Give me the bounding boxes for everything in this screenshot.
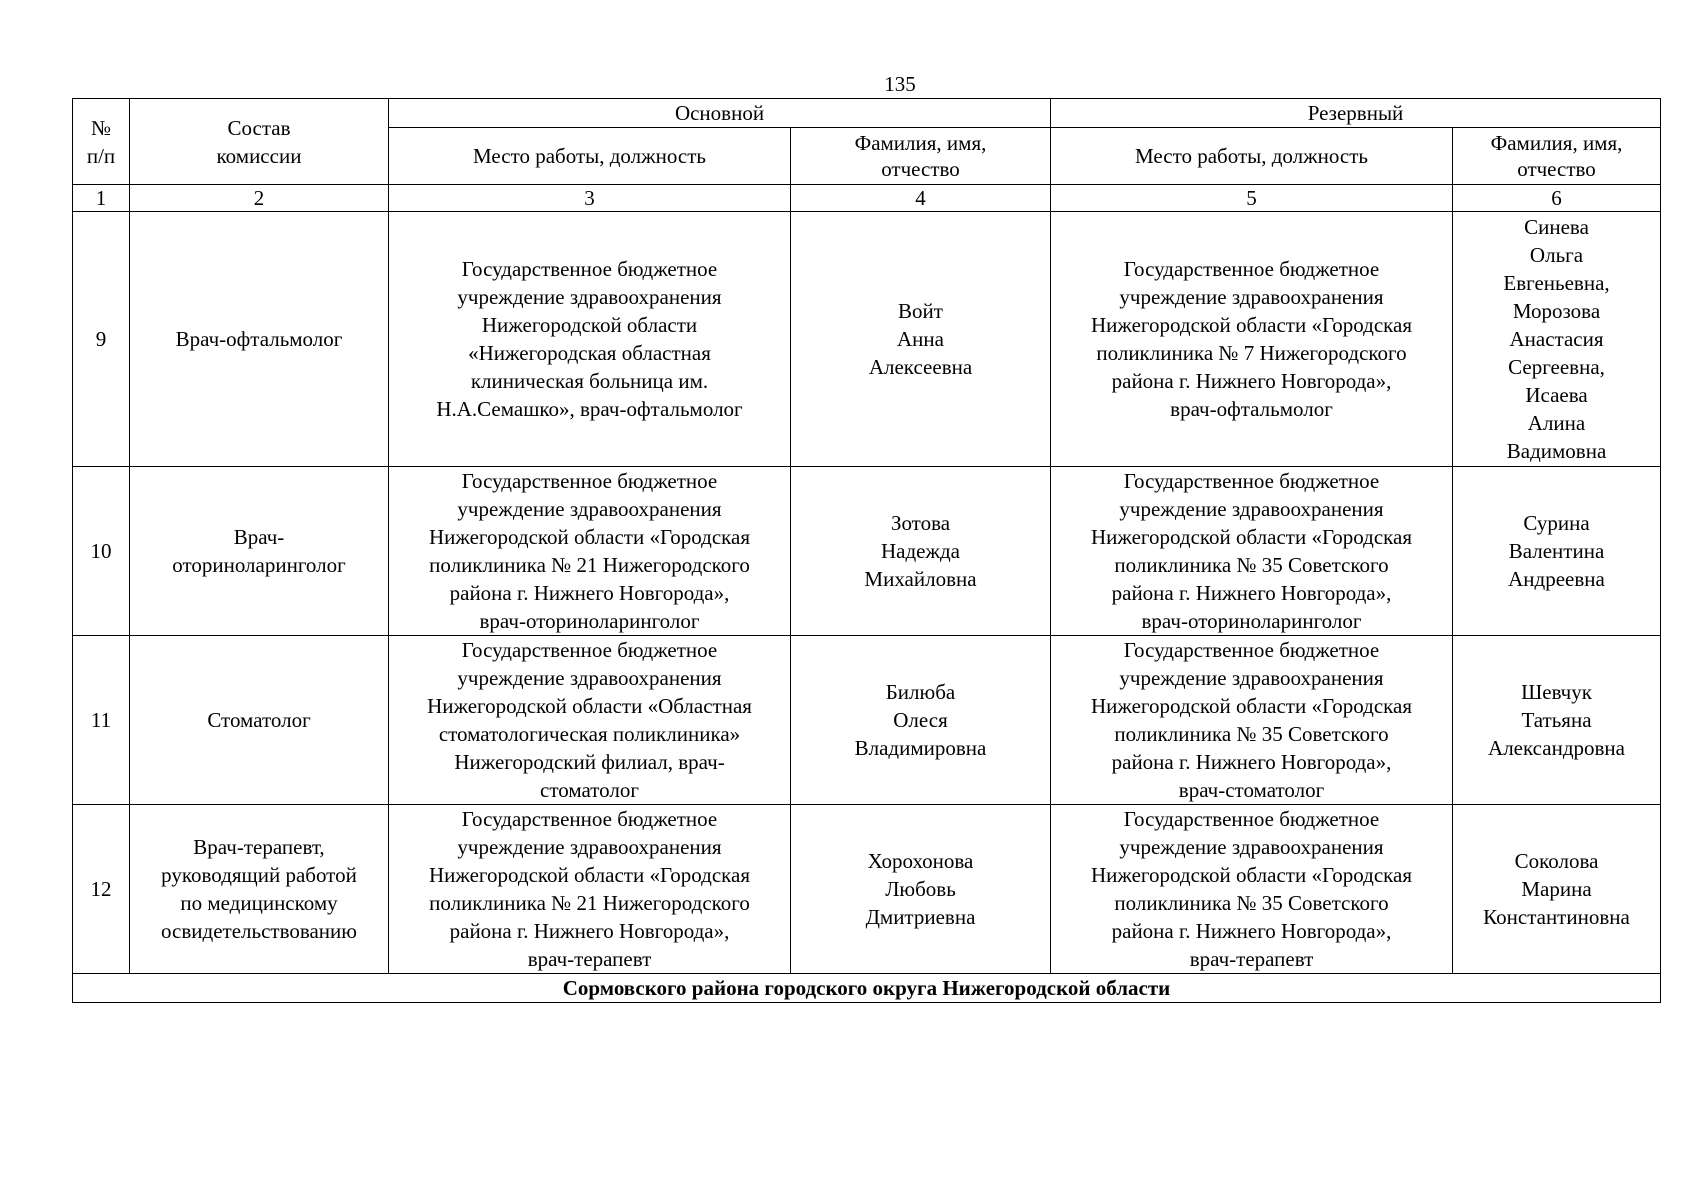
cell-line: Государственное бюджетное: [1123, 469, 1380, 493]
cell-line: учреждение здравоохранения: [1119, 497, 1384, 521]
cell-line: Государственное бюджетное: [461, 469, 718, 493]
cell-line: Исаева: [1525, 383, 1588, 407]
cell-line: Алина: [1527, 411, 1586, 435]
cell-line: Синева: [1524, 215, 1589, 239]
cell-line: Евгеньевна,: [1503, 271, 1610, 295]
cell-line: Морозова: [1512, 299, 1601, 323]
row-composition: [130, 636, 389, 805]
row-reserve-workplace: [1051, 636, 1453, 805]
header-row-groups: [73, 99, 1661, 128]
cell-line: врач-терапевт: [527, 947, 652, 971]
row-composition: [130, 805, 389, 974]
page-number: 135: [884, 72, 916, 96]
cell-line: врач-терапевт: [1189, 947, 1314, 971]
cell-line: врач-оториноларинголог: [479, 609, 700, 633]
cell-line: Государственное бюджетное: [461, 638, 718, 662]
cell-line: Шевчук: [1521, 680, 1592, 704]
cell-line: Врач-офтальмолог: [175, 327, 343, 351]
row-reserve-workplace: [1051, 212, 1453, 467]
header-composition-line: комиссии: [216, 143, 302, 168]
cell-line: Любовь: [885, 877, 956, 901]
cell-line: Александровна: [1488, 736, 1625, 760]
column-number: 1: [73, 185, 130, 212]
table-row: [73, 636, 1661, 805]
cell-line: Анна: [897, 327, 944, 351]
cell-line: района г. Нижнего Новгорода»,: [1111, 369, 1392, 393]
row-main-name: [791, 805, 1051, 974]
cell-line: руководящий работой: [161, 863, 357, 887]
cell-line: Государственное бюджетное: [461, 257, 718, 281]
cell-line: поликлиника № 35 Советского: [1114, 722, 1389, 746]
cell-line: Татьяна: [1521, 708, 1592, 732]
row-main-name: [791, 467, 1051, 636]
cell-line: Стоматолог: [207, 708, 311, 732]
row-number: 11: [73, 636, 130, 805]
cell-line: учреждение здравоохранения: [457, 666, 722, 690]
cell-line: Олеся: [893, 708, 948, 732]
cell-line: Государственное бюджетное: [461, 807, 718, 831]
cell-line: Нижегородский филиал, врач-: [454, 750, 725, 774]
cell-line: Валентина: [1508, 539, 1605, 563]
header-main-group: Основной: [389, 99, 1051, 128]
cell-line: врач-оториноларинголог: [1141, 609, 1362, 633]
table-row: [73, 467, 1661, 636]
cell-line: Владимировна: [854, 736, 987, 760]
row-reserve-name: [1453, 805, 1661, 974]
cell-line: учреждение здравоохранения: [457, 285, 722, 309]
row-reserve-name: [1453, 212, 1661, 467]
table-row: [73, 805, 1661, 974]
cell-line: района г. Нижнего Новгорода»,: [1111, 919, 1392, 943]
row-main-name: [791, 212, 1051, 467]
cell-line: учреждение здравоохранения: [1119, 285, 1384, 309]
row-number: 9: [73, 212, 130, 467]
cell-line: Сурина: [1523, 511, 1590, 535]
column-number: 5: [1051, 185, 1453, 212]
row-main-workplace: [389, 805, 791, 974]
cell-line: оториноларинголог: [172, 553, 346, 577]
cell-line: поликлиника № 21 Нижегородского: [429, 553, 750, 577]
cell-line: Нижегородской области «Городская: [1090, 694, 1413, 718]
cell-line: поликлиника № 35 Советского: [1114, 891, 1389, 915]
header-composition-line: Состав: [227, 115, 291, 140]
row-main-workplace: [389, 212, 791, 467]
cell-line: стоматолог: [540, 778, 639, 802]
cell-line: Андреевна: [1508, 567, 1605, 591]
cell-line: Вадимовна: [1506, 439, 1607, 463]
cell-line: по медицинскому: [180, 891, 338, 915]
cell-line: Марина: [1521, 877, 1592, 901]
row-main-name: [791, 636, 1051, 805]
row-reserve-name: [1453, 467, 1661, 636]
cell-line: Надежда: [880, 539, 960, 563]
cell-line: Анастасия: [1509, 327, 1604, 351]
cell-line: Зотова: [890, 511, 951, 535]
cell-line: Нижегородской области «Областная: [427, 694, 752, 718]
cell-line: Врач-: [233, 525, 285, 549]
cell-line: Нижегородской области «Городская: [428, 525, 751, 549]
cell-line: врач-офтальмолог: [1170, 397, 1333, 421]
header-main-workplace: Место работы, должность: [389, 128, 791, 185]
cell-line: поликлиника № 7 Нижегородского: [1096, 341, 1407, 365]
header-main-name: [791, 128, 1051, 185]
cell-line: Войт: [898, 299, 943, 323]
cell-line: района г. Нижнего Новгорода»,: [449, 581, 730, 605]
column-number: 6: [1453, 185, 1661, 212]
cell-line: Дмитриевна: [865, 905, 976, 929]
cell-line: «Нижегородская областная: [468, 341, 711, 365]
section-title: Сормовского района городского округа Нижегородской области: [73, 974, 1661, 1003]
header-number: [73, 99, 130, 185]
cell-line: Нижегородской области «Городская: [428, 863, 751, 887]
row-reserve-workplace: [1051, 467, 1453, 636]
row-composition: [130, 212, 389, 467]
cell-line: поликлиника № 21 Нижегородского: [429, 891, 750, 915]
row-reserve-name: [1453, 636, 1661, 805]
header-reserve-name: [1453, 128, 1661, 185]
cell-line: учреждение здравоохранения: [457, 497, 722, 521]
row-number: 12: [73, 805, 130, 974]
cell-line: района г. Нижнего Новгорода»,: [1111, 750, 1392, 774]
row-composition: [130, 467, 389, 636]
header-reserve-workplace: Место работы, должность: [1051, 128, 1453, 185]
commission-table: [72, 98, 1661, 1003]
cell-line: поликлиника № 35 Советского: [1114, 553, 1389, 577]
header-reserve-group: Резервный: [1051, 99, 1661, 128]
cell-line: Константиновна: [1483, 905, 1630, 929]
cell-line: клиническая больница им.: [470, 369, 709, 393]
section-title-row: [73, 974, 1661, 1003]
header-number-line: п/п: [86, 143, 116, 168]
cell-line: учреждение здравоохранения: [1119, 835, 1384, 859]
header-reserve-name-line: отчество: [1517, 157, 1596, 181]
cell-line: района г. Нижнего Новгорода»,: [449, 919, 730, 943]
cell-line: Хорохонова: [867, 849, 974, 873]
header-main-name-line: Фамилия, имя,: [854, 131, 987, 155]
column-number: 2: [130, 185, 389, 212]
table-row: [73, 212, 1661, 467]
row-main-workplace: [389, 467, 791, 636]
row-reserve-workplace: [1051, 805, 1453, 974]
header-number-line: №: [90, 115, 112, 140]
cell-line: Нижегородской области: [481, 313, 698, 337]
cell-line: Нижегородской области «Городская: [1090, 313, 1413, 337]
header-reserve-name-line: Фамилия, имя,: [1490, 131, 1623, 155]
cell-line: учреждение здравоохранения: [1119, 666, 1384, 690]
cell-line: Сергеевна,: [1508, 355, 1605, 379]
cell-line: Государственное бюджетное: [1123, 807, 1380, 831]
header-composition: [130, 99, 389, 185]
cell-line: Врач-терапевт,: [193, 835, 325, 859]
cell-line: стоматологическая поликлиника»: [438, 722, 741, 746]
cell-line: Государственное бюджетное: [1123, 638, 1380, 662]
column-numbers-row: [73, 185, 1661, 212]
cell-line: Нижегородской области «Городская: [1090, 525, 1413, 549]
cell-line: Соколова: [1514, 849, 1599, 873]
cell-line: района г. Нижнего Новгорода»,: [1111, 581, 1392, 605]
row-number: 10: [73, 467, 130, 636]
cell-line: Н.А.Семашко», врач-офтальмолог: [436, 397, 743, 421]
row-main-workplace: [389, 636, 791, 805]
cell-line: Ольга: [1529, 243, 1584, 267]
header-main-name-line: отчество: [881, 157, 960, 181]
column-number: 4: [791, 185, 1051, 212]
cell-line: Государственное бюджетное: [1123, 257, 1380, 281]
cell-line: учреждение здравоохранения: [457, 835, 722, 859]
cell-line: освидетельствованию: [161, 919, 357, 943]
cell-line: Нижегородской области «Городская: [1090, 863, 1413, 887]
cell-line: врач-стоматолог: [1178, 778, 1325, 802]
cell-line: Билюба: [885, 680, 956, 704]
cell-line: Алексеевна: [868, 355, 973, 379]
cell-line: Михайловна: [864, 567, 977, 591]
column-number: 3: [389, 185, 791, 212]
